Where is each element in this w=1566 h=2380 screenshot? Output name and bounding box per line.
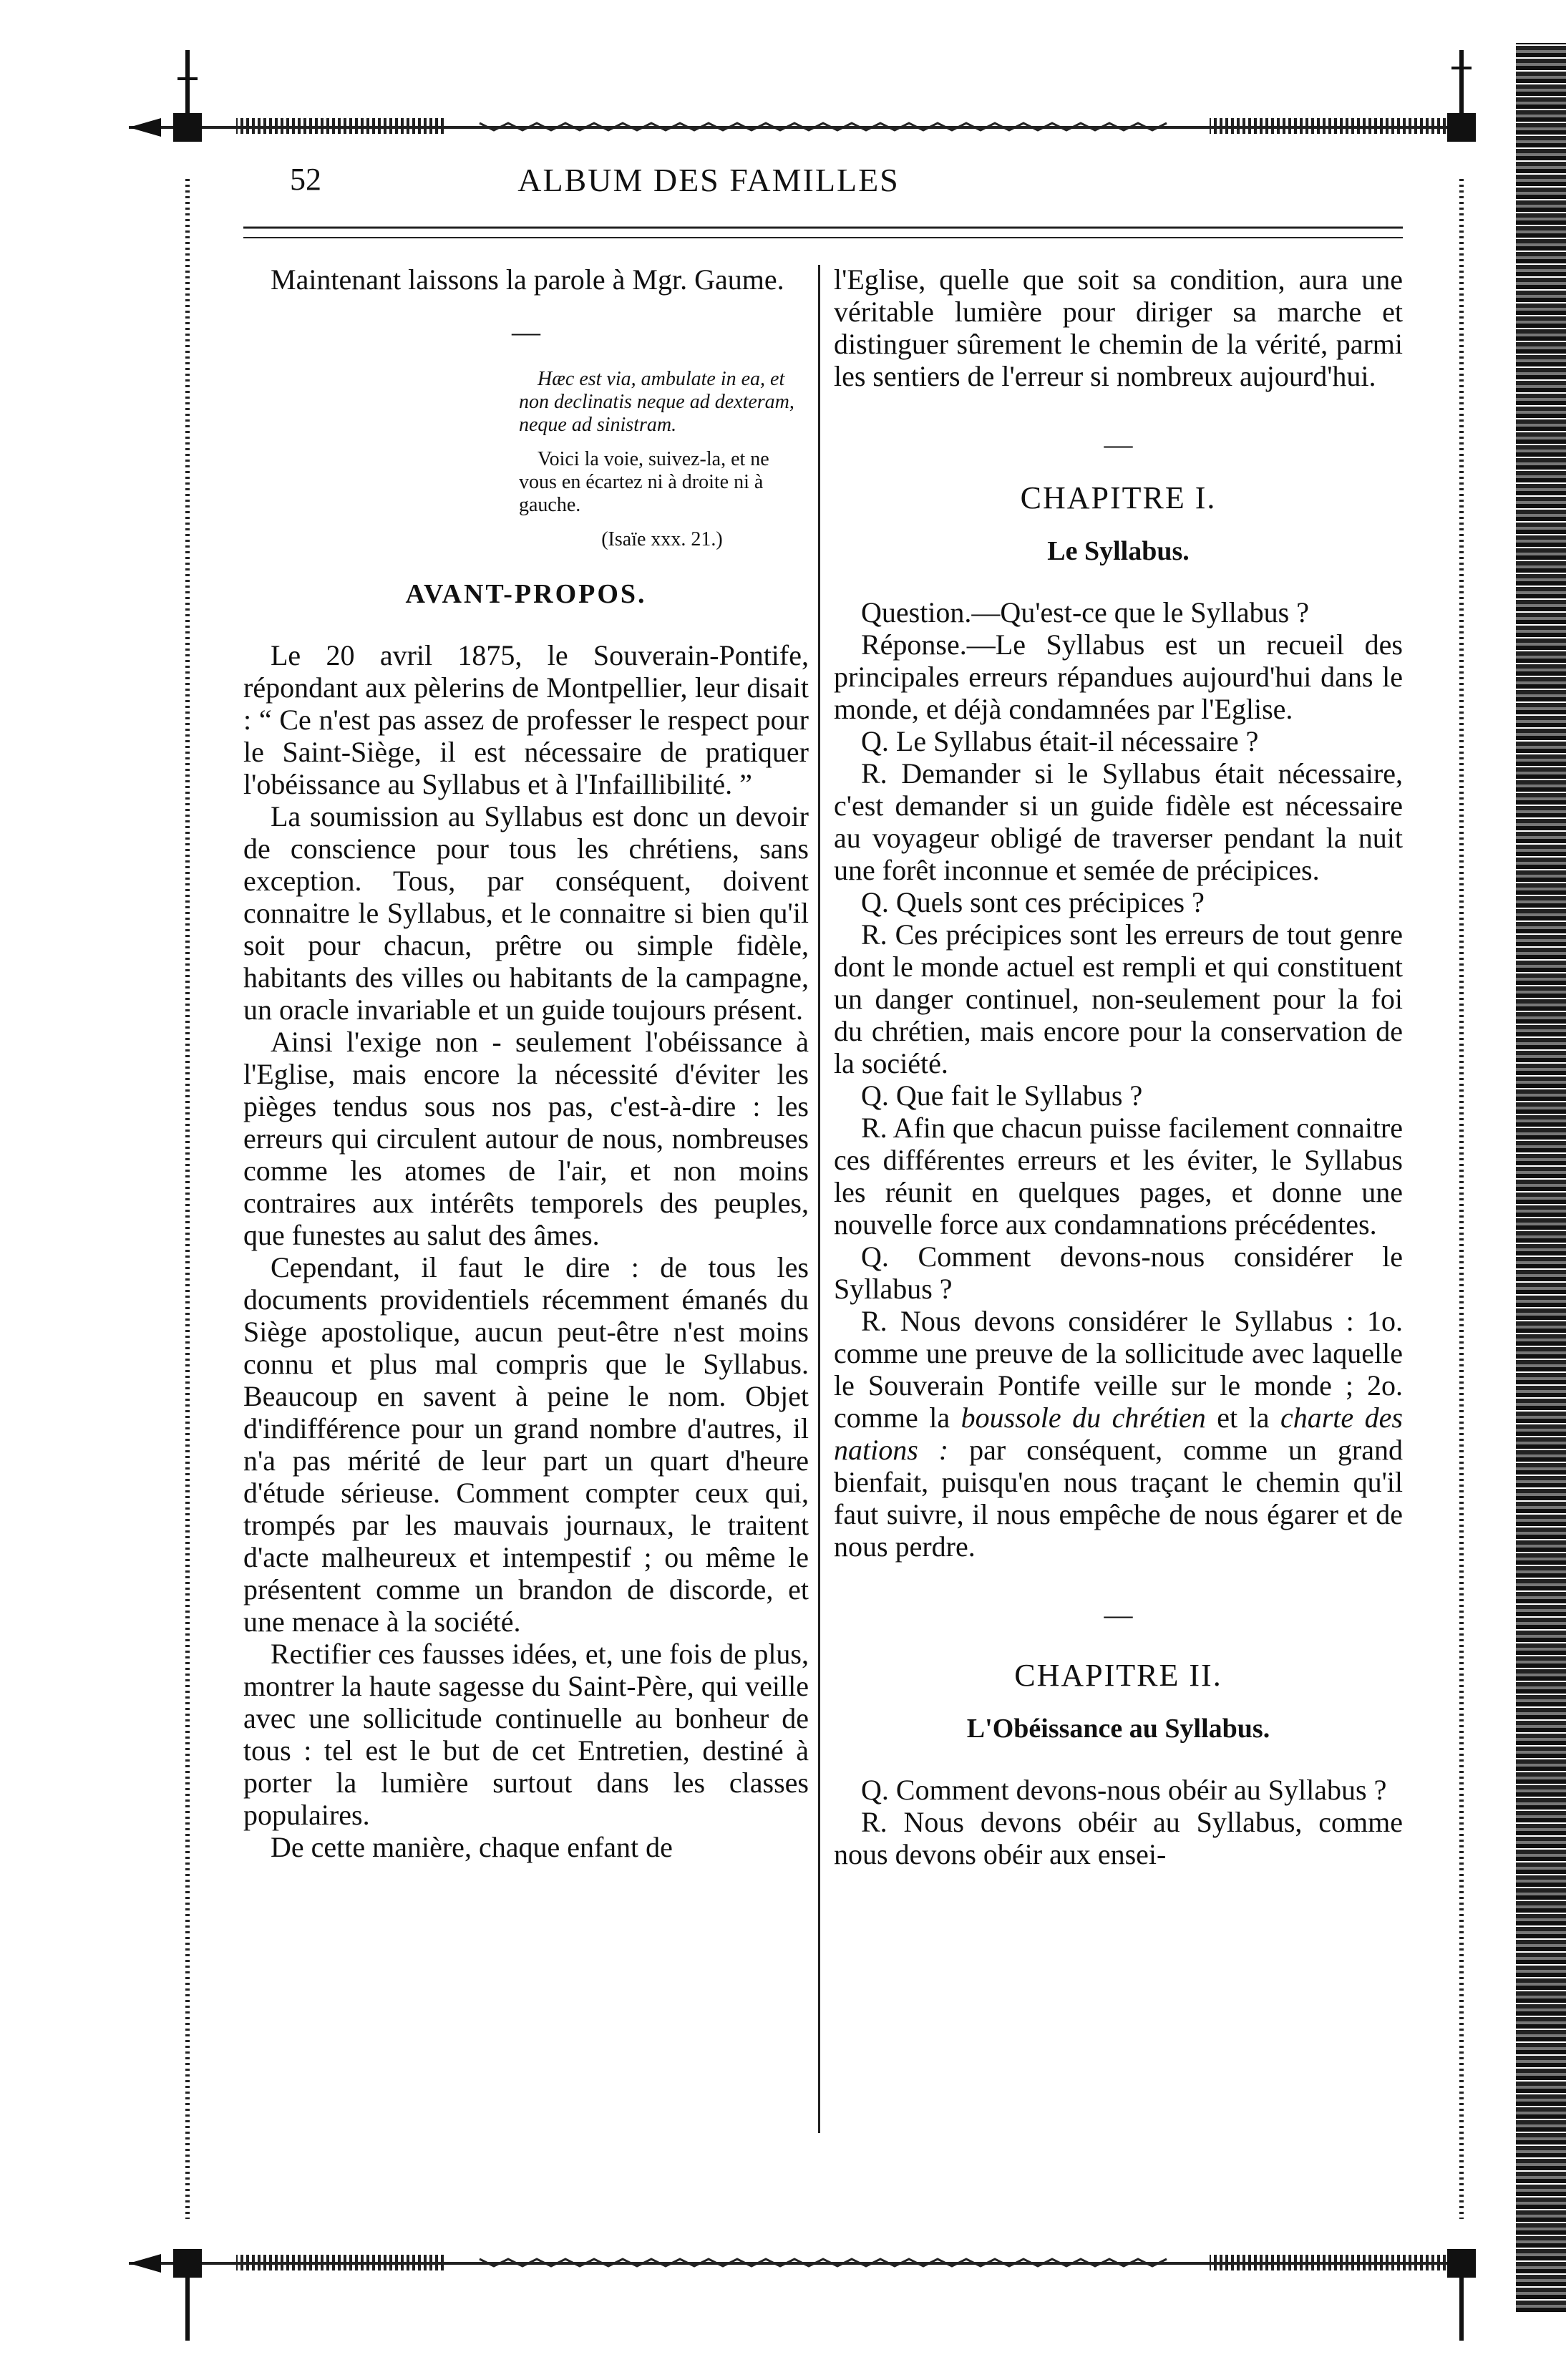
qa-paragraph: Question.—Qu'est-ce que le Syllabus ? (861, 596, 1309, 628)
qa-paragraph: R. Demander si le Syllabus était nécessaire, c'est demander si un guide fidèle est nécessaire au voyageur obligé de traverser pendant la nuit une forêt inconnue et semée de précipices. (834, 757, 1403, 886)
qa-paragraph: Q. Comment devons-nous obéir au Syllabus ? (861, 1774, 1387, 1806)
bottom-hatch-right (1210, 2255, 1446, 2270)
chapter-title: CHAPITRE II. (1014, 1658, 1222, 1693)
chapter-subtitle: Le Syllabus. (1047, 536, 1190, 566)
qa-paragraph: Réponse.—Le Syllabus est un recueil des principales erreurs répandues aujourd'hui dans le monde, et déjà condamnées par l'Eglise. (834, 628, 1403, 725)
epigraph (519, 368, 805, 551)
chapter-subtitle: L'Obéissance au Syllabus. (966, 1714, 1270, 1744)
body-paragraph: La soumission au Syllabus est donc un devoir de conscience pour tous les chrétiens, sans exception. Tous, par conséquent, doivent connaitre le Syllabus, et le connaitre si bien qu'il soit pour chacun, prêtre ou simple fidèle, habitants des villes ou habitants de la campagne, un oracle invariable et un guide toujours présent. (243, 800, 809, 1026)
running-title: ALBUM DES FAMILLES (517, 162, 900, 198)
qa-paragraph: R. Nous devons obéir au Syllabus, comme nous devons obéir aux ensei- (834, 1806, 1403, 1870)
qa-paragraph: Q. Quels sont ces précipices ? (861, 886, 1205, 918)
chapter-title: CHAPITRE I. (1020, 480, 1217, 515)
epigraph-french: Voici la voie, suivez-la, et ne vous en écartez ni à droite ni à gauche. (519, 448, 769, 516)
corner-ornament-top-right (1447, 50, 1476, 142)
body-paragraph: De cette manière, chaque enfant de (271, 1831, 673, 1863)
top-hatch-left (236, 118, 444, 134)
qa-paragraph: Q. Que fait le Syllabus ? (861, 1079, 1143, 1112)
italic-phrase: boussole du chrétien (960, 1402, 1206, 1434)
left-column (243, 263, 809, 1863)
body-paragraph: Le 20 avril 1875, le Souverain-Pontife, répondant aux pèlerins de Montpellier, leur disait : “ Ce n'est pas assez de professer le respect pour le Saint-Siège, il est nécessaire de pratiquer l'obéissance au Syllabus et à l'Infaillibilité. ” (243, 639, 809, 800)
qa-paragraph: R. Ces précipices sont les erreurs de tout genre dont le monde actuel est rempli et qui constituent un danger continuel, non-seulement pour la foi du chrétien, mais encore pour la conservation de la société. (834, 918, 1403, 1079)
body-paragraph: Rectifier ces fausses idées, et, une fois de plus, montrer la haute sagesse du Saint-Père, qui veille avec une sollicitude continuelle au bonheur de tous : tel est le but de cet Entretien, destiné à porter la lumière surtout dans les classes populaires. (243, 1638, 809, 1831)
intro-paragraph: Maintenant laissons la parole à Mgr. Gaume. (271, 263, 784, 296)
section-dash: — (512, 316, 540, 348)
qa-paragraph: R. Afin que chacun puisse facilement connaitre ces différentes erreurs et les éviter, le Syllabus les réunit en quelques pages, et donne une nouvelle force aux condamnations précédentes. (834, 1112, 1403, 1240)
text-run: R. Nous devons considérer le Syllabus : 1o. comme une preuve de la sollicitude avec laquelle le Souverain Pontife veille sur le monde ; 2o. comme la (834, 1305, 1403, 1434)
body-paragraph: Cependant, il faut le dire : de tous les documents providentiels récemment émanés du Siège apostolique, aucun peut-être n'est moins connu et plus mal compris que le Syllabus. Beaucoup en savent à peine le nom. Objet d'indifférence pour un grand nombre d'autres, il n'a pas mérité de leur part un quart d'heure d'étude sérieuse. Comment compter ceux qui, trompés par les mauvais journaux, le traitent d'acte malheureux et intempestif ; ou même le présentent comme un brandon de discorde, et une menace à la société. (243, 1251, 809, 1638)
top-hatch-right (1210, 118, 1446, 134)
qa-paragraph: Q. Comment devons-nous considérer le Syllabus ? (834, 1240, 1403, 1305)
section-dash: — (1104, 428, 1133, 460)
bottom-hatch-left (236, 2255, 444, 2270)
text-run: et la (1205, 1402, 1280, 1434)
epigraph-reference: (Isaïe xxx. 21.) (601, 528, 723, 550)
section-heading: AVANT-PROPOS. (405, 579, 647, 609)
qa-paragraph (834, 1305, 1403, 1563)
continuation-paragraph: l'Eglise, quelle que soit sa condition, aura une véritable lumière pour diriger sa marche et distinguer sûrement le chemin de la vérité, parmi les sentiers de l'erreur si nombreux aujourd'hui. (834, 263, 1403, 392)
column-separator (818, 265, 820, 2133)
section-dash: — (1104, 1598, 1133, 1631)
right-column (834, 263, 1403, 1870)
epigraph-latin: Hæc est via, ambulate in ea, et non declinatis neque ad dexteram, neque ad sinistram. (519, 368, 794, 436)
italic-phrase: charte des nations : (834, 1402, 1403, 1466)
qa-paragraph: Q. Le Syllabus était-il nécessaire ? (861, 725, 1259, 757)
page-number: 52 (290, 162, 321, 197)
body-paragraph: Ainsi l'exige non - seulement l'obéissance à l'Eglise, mais encore la nécessité d'éviter les pièges tendus sous nos pas, c'est-à-dire : les erreurs qui circulent autour de nous, nombreuses comme les atomes de l'air, et non moins contraires aux intérêts temporels des peuples, que funestes au salut des âmes. (243, 1026, 809, 1251)
corner-ornament-bottom-right (1447, 2249, 1476, 2341)
text-run: par conséquent, comme un grand bienfait, puisqu'en nous traçant le chemin qu'il faut suivre, il nous empêche de nous égarer et de nous perdre. (834, 1434, 1403, 1563)
